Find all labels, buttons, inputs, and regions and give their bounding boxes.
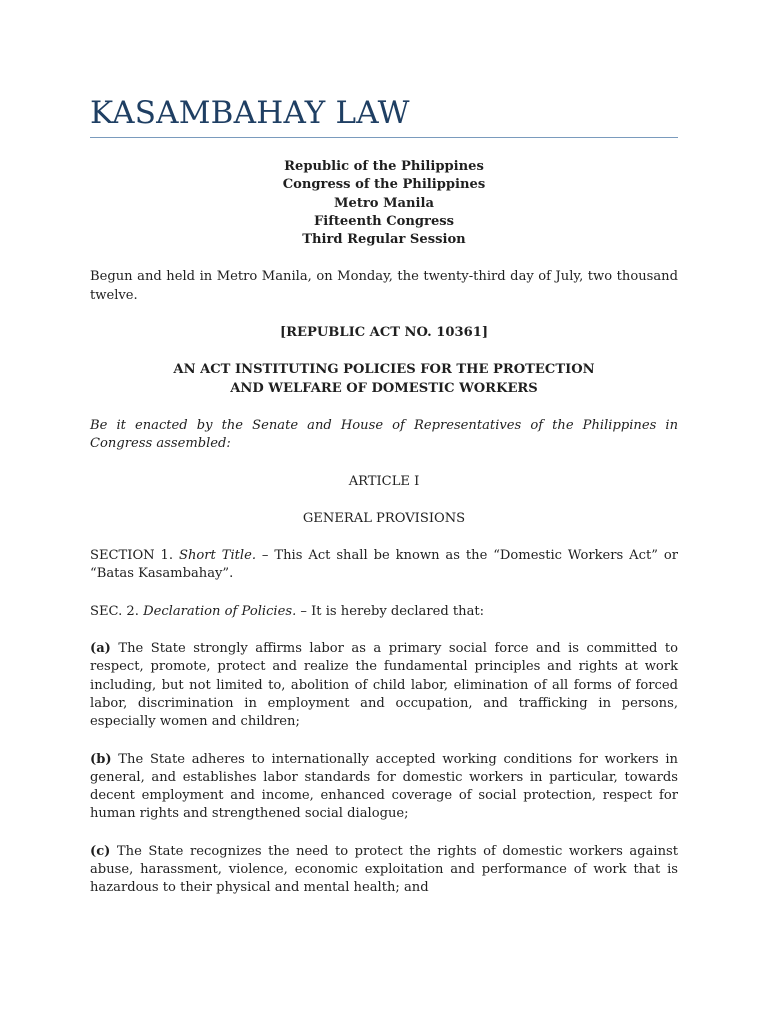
policy-paragraph-c [90, 843, 678, 898]
section-2 [90, 603, 678, 621]
section-1-heading: Short Title. [178, 548, 256, 564]
paragraph-text: The State adheres to internationally accepted working conditions for workers in general, and establishes labor standards for domestic workers in particular, towards decent employment and income, enhanced coverage of social protection, respect for human rights and strengthened social dialogue; [90, 751, 678, 822]
policy-paragraph-a [90, 640, 678, 731]
header-line: Congress of the Philippines [282, 177, 486, 193]
section-2-label: SEC. 2. [90, 603, 139, 619]
header-line: Third Regular Session [302, 232, 466, 248]
header-line: Republic of the Philippines [284, 159, 484, 174]
paragraph-text: The State recognizes the need to protect the rights of domestic workers against abuse, harassment, violence, economic exploitation and performance of work that is hazardous to their physical and mental health; and [90, 843, 678, 896]
paragraph-marker: (b) [90, 751, 112, 767]
republic-header [90, 158, 678, 249]
title-divider [90, 137, 678, 138]
article-title: GENERAL PROVISIONS [302, 510, 466, 526]
act-title-line-2: AND WELFARE OF DOMESTIC WORKERS [230, 380, 538, 396]
act-title-line-1: AN ACT INSTITUTING POLICIES FOR THE PROTECTION [173, 362, 595, 378]
section-2-text: – It is hereby declared that: [296, 603, 485, 619]
enacting-clause: Be it enacted by the Senate and House of Representatives of the Philippines in Congress assembled: [90, 417, 678, 452]
policy-paragraph-b [90, 751, 678, 824]
document-title: KASAMBAHAY LAW [90, 95, 410, 131]
section-1 [90, 547, 678, 584]
header-line: Fifteenth Congress [313, 213, 455, 229]
section-2-heading: Declaration of Policies. [143, 603, 297, 619]
article-number: ARTICLE I [348, 473, 420, 489]
paragraph-marker: (a) [90, 641, 111, 657]
act-number: [REPUBLIC ACT NO. 10361] [279, 325, 489, 341]
paragraph-text: The State strongly affirms labor as a primary social force and is committed to respect, promote, protect and realize the fundamental principles and rights at work including, but not limited to, abolition of child labor, elimination of all forms of forced labor, discrimination in employment and occupation, and trafficking in persons, especially women and children; [90, 641, 678, 730]
header-line: Metro Manila [334, 195, 434, 211]
paragraph-marker: (c) [90, 843, 111, 859]
section-1-label: SECTION 1. [90, 548, 174, 564]
section-1-text: – This Act shall be known as the “Domestic Workers Act” or “Batas Kasambahay”. [90, 548, 678, 582]
begun-paragraph: Begun and held in Metro Manila, on Monday, the twenty-third day of July, two thousand twelve. [90, 269, 678, 303]
document-body [90, 158, 678, 898]
